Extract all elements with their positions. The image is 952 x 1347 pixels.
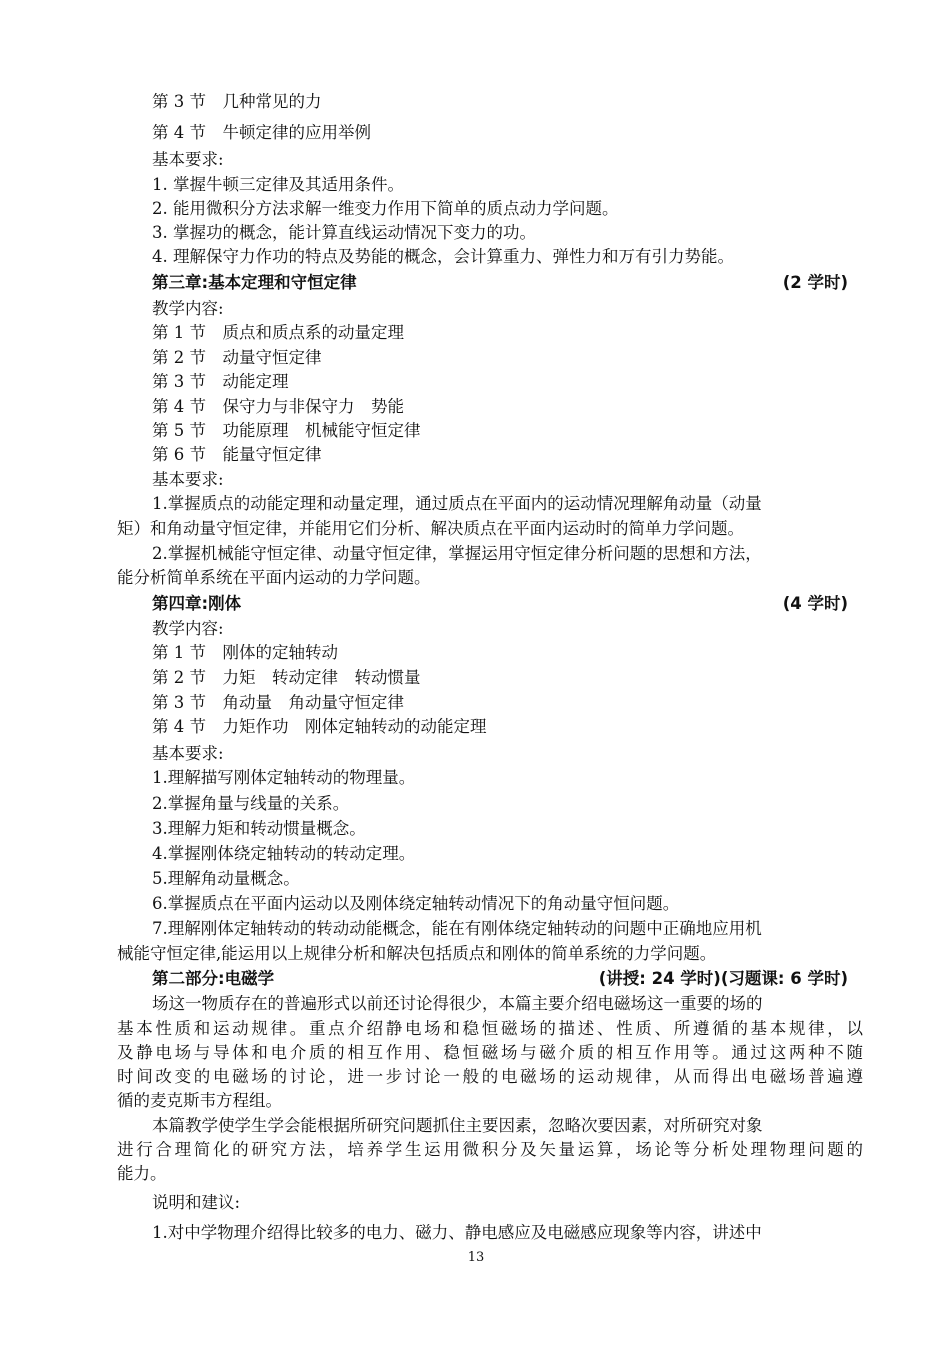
chapter-hours: (4 学时) [782, 594, 848, 613]
chapter-heading [152, 272, 848, 294]
section-item: 第 4 节 保守力与非保守力 势能 [152, 397, 404, 416]
paragraph-line: 基本性质和运动规律。重点介绍静电场和稳恒磁场的描述、性质、所遵循的基本规律，以 [117, 1019, 863, 1038]
part-title: 第二部分:电磁学 [152, 969, 275, 988]
section-item: 第 2 节 力矩 转动定律 转动惯量 [152, 668, 421, 687]
section-item: 第 6 节 能量守恒定律 [152, 445, 322, 464]
content-label: 教学内容: [152, 619, 224, 638]
requirement-text: 能分析简单系统在平面内运动的力学问题。 [117, 568, 431, 587]
chapter-heading [152, 593, 848, 615]
section-item: 第 3 节 动能定理 [152, 372, 289, 391]
content-label: 教学内容: [152, 299, 224, 318]
chapter-title: 第三章:基本定理和守恒定律 [152, 273, 357, 292]
chapter-title: 第四章:刚体 [152, 594, 242, 613]
note-item: 1.对中学物理介绍得比较多的电力、磁力、静电感应及电磁感应现象等内容，讲述中 [152, 1223, 762, 1242]
requirement-text: 7.理解刚体定轴转动的转动动能概念，能在有刚体绕定轴转动的问题中正确地应用机 [152, 919, 762, 938]
requirement-item: 4. 理解保守力作功的特点及势能的概念，会计算重力、弹性力和万有引力势能。 [152, 247, 734, 266]
section-item: 第 3 节 角动量 角动量守恒定律 [152, 693, 404, 712]
requirement-item: 6.掌握质点在平面内运动以及刚体绕定轴转动情况下的角动量守恒问题。 [152, 894, 680, 913]
notes-label: 说明和建议: [152, 1193, 241, 1212]
requirement-item: 1. 掌握牛顿三定律及其适用条件。 [152, 175, 404, 194]
section-item: 第 4 节 牛顿定律的应用举例 [152, 123, 371, 142]
paragraph-line: 本篇教学使学生学会能根据所研究问题抓住主要因素，忽略次要因素，对所研究对象 [152, 1116, 763, 1135]
chapter-hours: (2 学时) [782, 273, 848, 292]
requirement-item: 1.理解描写刚体定轴转动的物理量。 [152, 768, 416, 787]
paragraph-line: 循的麦克斯韦方程组。 [117, 1091, 282, 1110]
section-item: 第 4 节 力矩作功 刚体定轴转动的动能定理 [152, 717, 487, 736]
requirement-item: 5.理解角动量概念。 [152, 869, 300, 888]
requirement-text: 械能守恒定律,能运用以上规律分析和解决包括质点和刚体的简单系统的力学问题。 [117, 944, 717, 963]
requirement-item: 3.理解力矩和转动惯量概念。 [152, 819, 366, 838]
paragraph-line: 场这一物质存在的普遍形式以前还讨论得很少，本篇主要介绍电磁场这一重要的场的 [152, 994, 763, 1013]
section-item: 第 2 节 动量守恒定律 [152, 348, 322, 367]
section-item: 第 5 节 功能原理 机械能守恒定律 [152, 421, 421, 440]
requirement-item: 3. 掌握功的概念，能计算直线运动情况下变力的功。 [152, 223, 536, 242]
requirements-label: 基本要求: [152, 150, 224, 169]
paragraph-line: 及静电场与导体和电介质的相互作用、稳恒磁场与磁介质的相互作用等。通过这两种不随 [117, 1043, 863, 1062]
part-heading [152, 968, 848, 990]
requirement-item: 2.掌握角量与线量的关系。 [152, 794, 350, 813]
requirements-label: 基本要求: [152, 744, 224, 763]
section-item: 第 1 节 质点和质点系的动量定理 [152, 323, 404, 342]
requirements-label: 基本要求: [152, 470, 224, 489]
section-item: 第 3 节 几种常见的力 [152, 92, 322, 111]
requirement-text: 1.掌握质点的动能定理和动量定理，通过质点在平面内的运动情况理解角动量（动量 [152, 494, 762, 513]
requirement-item: 4.掌握刚体绕定轴转动的转动定理。 [152, 844, 416, 863]
requirement-text: 2.掌握机械能守恒定律、动量守恒定律，掌握运用守恒定律分析问题的思想和方法， [152, 544, 762, 563]
part-hours: (讲授: 24 学时)(习题课: 6 学时) [598, 969, 848, 988]
paragraph-line: 进行合理简化的研究方法，培养学生运用微积分及矢量运算，场论等分析处理物理问题的 [117, 1140, 863, 1159]
requirement-item: 2. 能用微积分方法求解一维变力作用下简单的质点动力学问题。 [152, 199, 619, 218]
paragraph-line: 能力。 [117, 1164, 167, 1183]
section-item: 第 1 节 刚体的定轴转动 [152, 643, 338, 662]
requirement-text: 矩）和角动量守恒定律，并能用它们分析、解决质点在平面内运动时的简单力学问题。 [117, 519, 744, 538]
page-number: 13 [467, 1250, 485, 1265]
paragraph-line: 时间改变的电磁场的讨论，进一步讨论一般的电磁场的运动规律，从而得出电磁场普遍遵 [117, 1067, 863, 1086]
